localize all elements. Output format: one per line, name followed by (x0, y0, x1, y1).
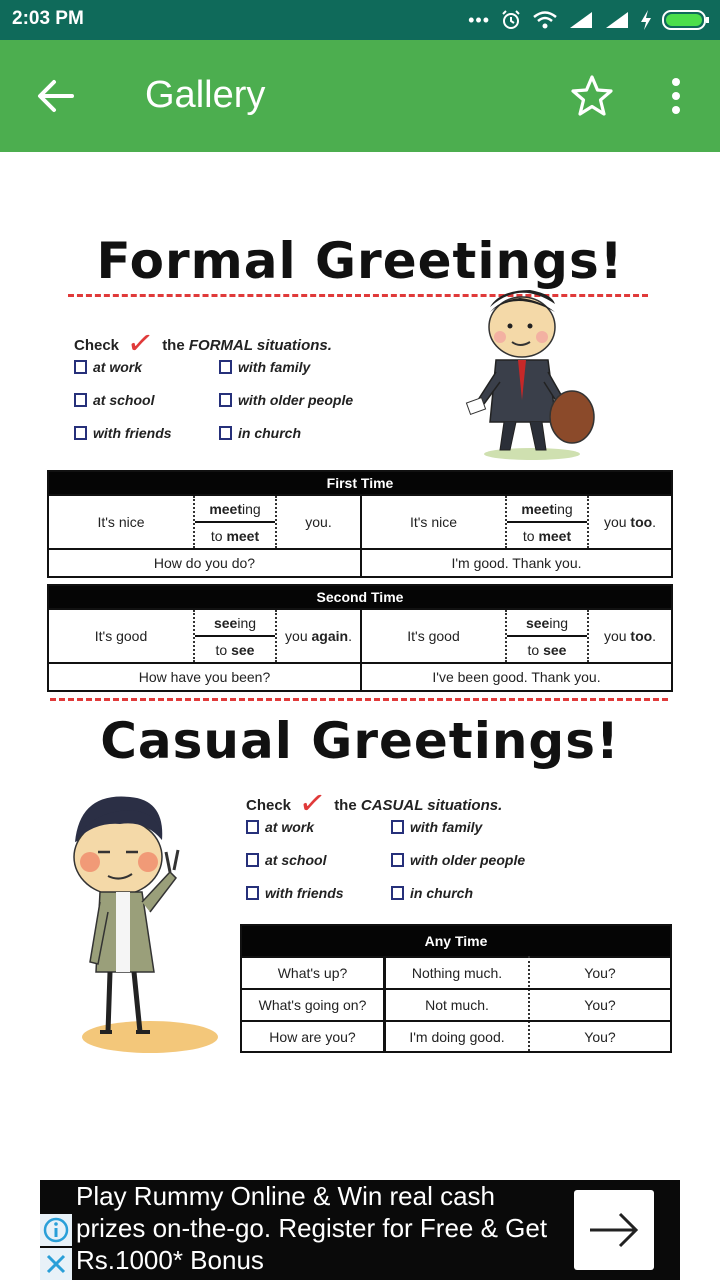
casual-boy-illustration (50, 792, 225, 1057)
option-label: with friends (265, 885, 344, 901)
casual-option[interactable] (391, 852, 525, 868)
formal-title: Formal Greetings! (96, 232, 624, 290)
option-label: at work (93, 359, 143, 375)
signal-icon (568, 10, 594, 30)
table-cell: How do you do? (153, 555, 256, 571)
cell-text: ing (237, 614, 257, 631)
formal-option[interactable] (74, 425, 172, 441)
casual-title: Casual Greetings! (100, 712, 620, 770)
table-cell: How have you been? (138, 669, 271, 685)
arrow-left-icon[interactable] (36, 78, 76, 114)
battery-icon (662, 9, 710, 31)
first-time-table (47, 470, 673, 578)
checkbox-icon[interactable] (391, 886, 404, 900)
table-cell (195, 610, 275, 635)
table-cell (507, 523, 587, 548)
formal-check-instruction (74, 320, 332, 363)
casual-option[interactable] (391, 885, 473, 901)
any-time-header: Any Time (242, 926, 670, 956)
status-bar (0, 0, 720, 40)
option-label: with older people (238, 392, 354, 408)
more-dots-icon: ••• (468, 9, 490, 30)
option-label: with friends (93, 425, 172, 441)
casual-check-prefix: Check (246, 797, 292, 814)
gallery-image (0, 152, 720, 1180)
checkbox-icon[interactable] (219, 426, 232, 440)
cell-bold: see (231, 641, 255, 658)
second-time-table (47, 584, 673, 692)
checkbox-icon[interactable] (391, 820, 404, 834)
cell-text: you (285, 628, 312, 644)
cell-text: . (652, 628, 657, 644)
checkbox-icon[interactable] (219, 360, 232, 374)
any-time-table (240, 924, 672, 1053)
formal-option[interactable] (219, 392, 353, 408)
cell-bold: too (630, 514, 653, 530)
table-cell: I've been good. Thank you. (432, 669, 601, 685)
cell-text: to (210, 527, 227, 544)
info-icon[interactable] (40, 1214, 72, 1246)
star-outline-icon[interactable] (570, 74, 614, 118)
charging-icon (640, 9, 652, 31)
checkbox-icon[interactable] (246, 820, 259, 834)
signal-icon-2 (604, 10, 630, 30)
casual-check-instruction (246, 780, 503, 823)
status-time: 2:03 PM (12, 8, 84, 29)
checkbox-icon[interactable] (74, 360, 87, 374)
option-label: at school (93, 392, 155, 408)
cell-bold: meet (209, 500, 242, 517)
table-cell (507, 610, 587, 635)
casual-option[interactable] (246, 885, 344, 901)
table-row: I'm doing good. (409, 1028, 505, 1045)
cell-text: to (215, 641, 232, 658)
casual-check-italic: CASUAL situations. (360, 797, 503, 814)
close-icon[interactable] (40, 1248, 72, 1280)
first-time-header: First Time (49, 472, 671, 494)
table-cell: It's good (407, 628, 460, 644)
table-cell: It's nice (409, 514, 458, 530)
cell-bold: meet (538, 527, 572, 544)
businessman-illustration (460, 282, 610, 462)
cell-text: . (652, 514, 657, 530)
table-row: How are you? (269, 1028, 356, 1045)
table-row: Nothing much. (411, 965, 503, 981)
page-title: Gallery (145, 74, 266, 116)
table-row: You? (584, 1028, 616, 1045)
table-cell: It's nice (97, 514, 145, 530)
table-cell (195, 637, 275, 662)
app-bar (0, 40, 720, 152)
cell-bold: meet (521, 500, 554, 517)
cell-bold: meet (226, 527, 260, 544)
table-cell (507, 496, 587, 521)
cell-bold: see (543, 641, 567, 658)
option-label: at work (265, 819, 315, 835)
cell-text: . (348, 628, 352, 644)
option-label: with older people (410, 852, 526, 868)
table-row: You? (584, 965, 616, 981)
table-cell (195, 496, 275, 521)
table-row: What's up? (277, 965, 348, 981)
cell-bold: again (311, 628, 349, 644)
ad-text[interactable]: Play Rummy Online & Win real cash prizes on-the-go. Register for Free & Get Rs.1000* Bonus (76, 1181, 548, 1275)
checkmark-icon: ✓ (124, 323, 157, 363)
table-row: What's going on? (258, 997, 367, 1013)
option-label: at school (265, 852, 327, 868)
checkmark-icon: ✓ (296, 783, 329, 823)
cell-text: to (522, 527, 539, 544)
cell-text: ing (242, 500, 261, 517)
cell-text: to (527, 641, 544, 658)
cell-text: you (603, 628, 631, 644)
formal-option[interactable] (74, 359, 142, 375)
option-label: with family (238, 359, 311, 375)
casual-option[interactable] (391, 819, 482, 835)
table-cell: you. (305, 514, 332, 530)
casual-option[interactable] (246, 819, 314, 835)
arrow-right-icon (574, 1190, 654, 1270)
table-cell (507, 637, 587, 662)
casual-divider (50, 698, 668, 701)
formal-option[interactable] (219, 425, 301, 441)
cell-text: you (603, 514, 631, 530)
option-label: in church (410, 885, 474, 901)
ad-banner[interactable] (40, 1180, 680, 1280)
casual-check-the: the (334, 797, 357, 814)
alarm-icon (500, 9, 522, 31)
wifi-icon (532, 10, 558, 30)
table-row: Not much. (425, 997, 489, 1013)
table-cell: It's good (94, 628, 148, 644)
table-cell (589, 610, 671, 662)
more-vert-icon[interactable] (666, 76, 686, 116)
casual-option[interactable] (246, 852, 326, 868)
status-icons (468, 6, 710, 34)
formal-check-italic: FORMAL situations. (188, 337, 332, 354)
checkbox-icon[interactable] (219, 393, 232, 407)
option-label: with family (410, 819, 483, 835)
table-cell (195, 523, 275, 548)
second-time-header: Second Time (49, 586, 671, 608)
cell-bold: see (213, 614, 238, 631)
formal-check-the: the (162, 337, 185, 354)
formal-check-prefix: Check (74, 337, 120, 354)
cell-bold: see (525, 614, 550, 631)
table-row: You? (584, 997, 616, 1013)
table-cell: I'm good. Thank you. (451, 555, 582, 571)
cell-text: ing (549, 614, 569, 631)
checkbox-icon[interactable] (246, 886, 259, 900)
option-label: in church (238, 425, 302, 441)
formal-option[interactable] (74, 392, 154, 408)
table-cell (589, 496, 671, 548)
formal-option[interactable] (219, 359, 310, 375)
cell-text: ing (554, 500, 573, 517)
checkbox-icon[interactable] (391, 853, 404, 867)
ad-cta-button[interactable] (574, 1190, 654, 1270)
table-cell (277, 610, 360, 662)
cell-bold: too (630, 628, 653, 644)
checkbox-icon[interactable] (246, 853, 259, 867)
checkbox-icon[interactable] (74, 393, 87, 407)
checkbox-icon[interactable] (74, 426, 87, 440)
